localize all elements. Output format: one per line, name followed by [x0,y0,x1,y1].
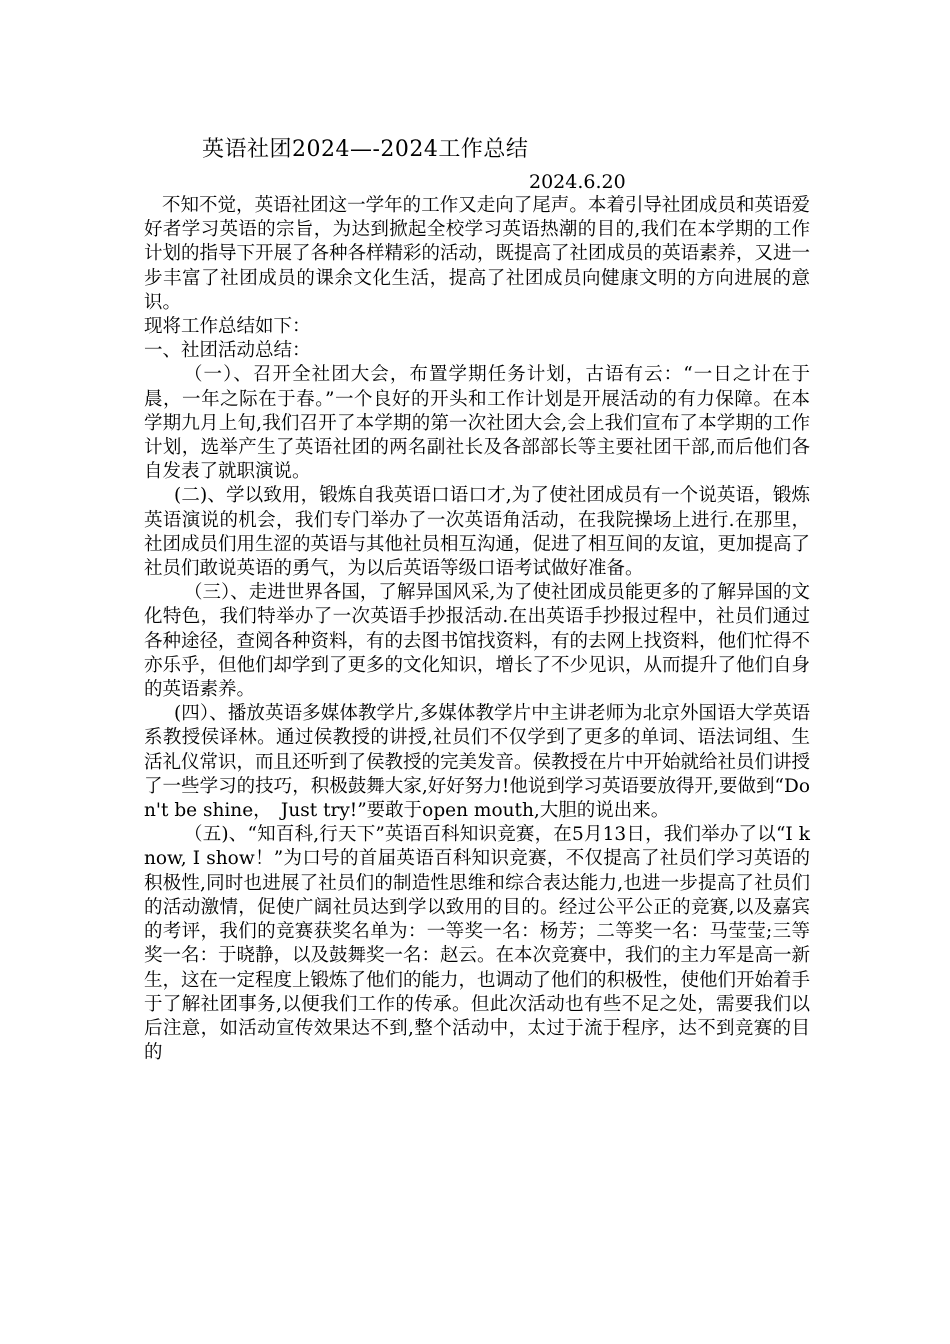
summary-lead: 现将工作总结如下： [144,316,311,338]
activity-paragraph-1: （一）、召开全社团大会，布置学期任务计划，古语有云：“一日之计在于晨，一年之际在于春。”一个良好的开头和工作计划是开展活动的有力保障。在本学期九月上旬,我们召开了本学期的第一次社团大会,会上我们宣布了本学期的工作计划，选举产生了英语社团的两名副社长及各部部长等主要社团干部,而后他们各自发表了就职演说。 [144,364,810,483]
document-title: 英语社团2024—-2024工作总结 [202,137,529,162]
section-heading: 一、社团活动总结： [144,340,311,362]
activity-paragraph-5: （五)、“知百科,行天下”英语百科知识竞赛，在5月13日，我们举办了以“I know, I show！”为口号的首届英语百科知识竞赛，不仅提高了社员们学习英语的积极性,同时也进展了社员们的制造性思维和综合表达能力,也进一步提高了社员们的活动激情，促使广阔社员达到学以致用的目的。经过公平公正的竞赛,以及嘉宾的考评，我们的竞赛获奖名单为：一等奖一名：杨芳；二等奖一名：马莹莹;三等奖一名：于晓静，以及鼓舞奖一名：赵云。在本次竞赛中，我们的主力军是高一新生，这在一定程度上锻炼了他们的能力，也调动了他们的积极性，使他们开始着手于了解社团事务,以便我们工作的传承。但此次活动也有些不足之处，需要我们以后注意，如活动宣传效果达不到,整个活动中，太过于流于程序，达不到竞赛的目的 [144,824,811,1064]
activity-paragraph-4: (四）、播放英语多媒体教学片,多媒体教学片中主讲老师为北京外国语大学英语系教授侯译林。通过侯教授的讲授,社员们不仅学到了更多的单词、语法词组、生活礼仪常识，而且还听到了侯教授的完美发音。侯教授在片中开始就给社员们讲授了一些学习的技巧，积极鼓舞大家,好好努力!他说到学习英语要放得开,要做到“Don't be shine， Just try!”要敢于open mouth,大胆的说出来。 [144,703,811,822]
activity-paragraph-2: (二)、学以致用，锻炼自我英语口语口才,为了使社团成员有一个说英语，锻炼英语演说的机会，我们专门举办了一次英语角活动，在我院操场上进行.在那里，社团成员们用生涩的英语与其他社员相互沟通，促进了相互间的友谊，更加提高了社员们敢说英语的勇气，为以后英语等级口语考试做好准备。 [144,485,811,580]
activity-paragraph-3: （三）、走进世界各国，了解异国风采,为了使社团成员能更多的了解异国的文化特色，我们特举办了一次英语手抄报活动.在出英语手抄报过程中，社员们通过各种途径，查阅各种资料，有的去图书馆找资料，有的去网上找资料，他们忙得不亦乐乎，但他们却学到了更多的文化知识，增长了不少见识，从而提升了他们自身的英语素养。 [144,582,811,701]
intro-paragraph: 不知不觉，英语社团这一学年的工作又走向了尾声。本着引导社团成员和英语爱好者学习英语的宗旨，为达到掀起全校学习英语热潮的目的,我们在本学期的工作计划的指导下开展了各种各样精彩的活动，既提高了社团成员的英语素养，又进一步丰富了社团成员的课余文化生活，提高了社团成员向健康文明的方向进展的意识。 [144,195,811,313]
document-page [144,130,810,1065]
document-date: 2024.6.20 [529,171,626,193]
